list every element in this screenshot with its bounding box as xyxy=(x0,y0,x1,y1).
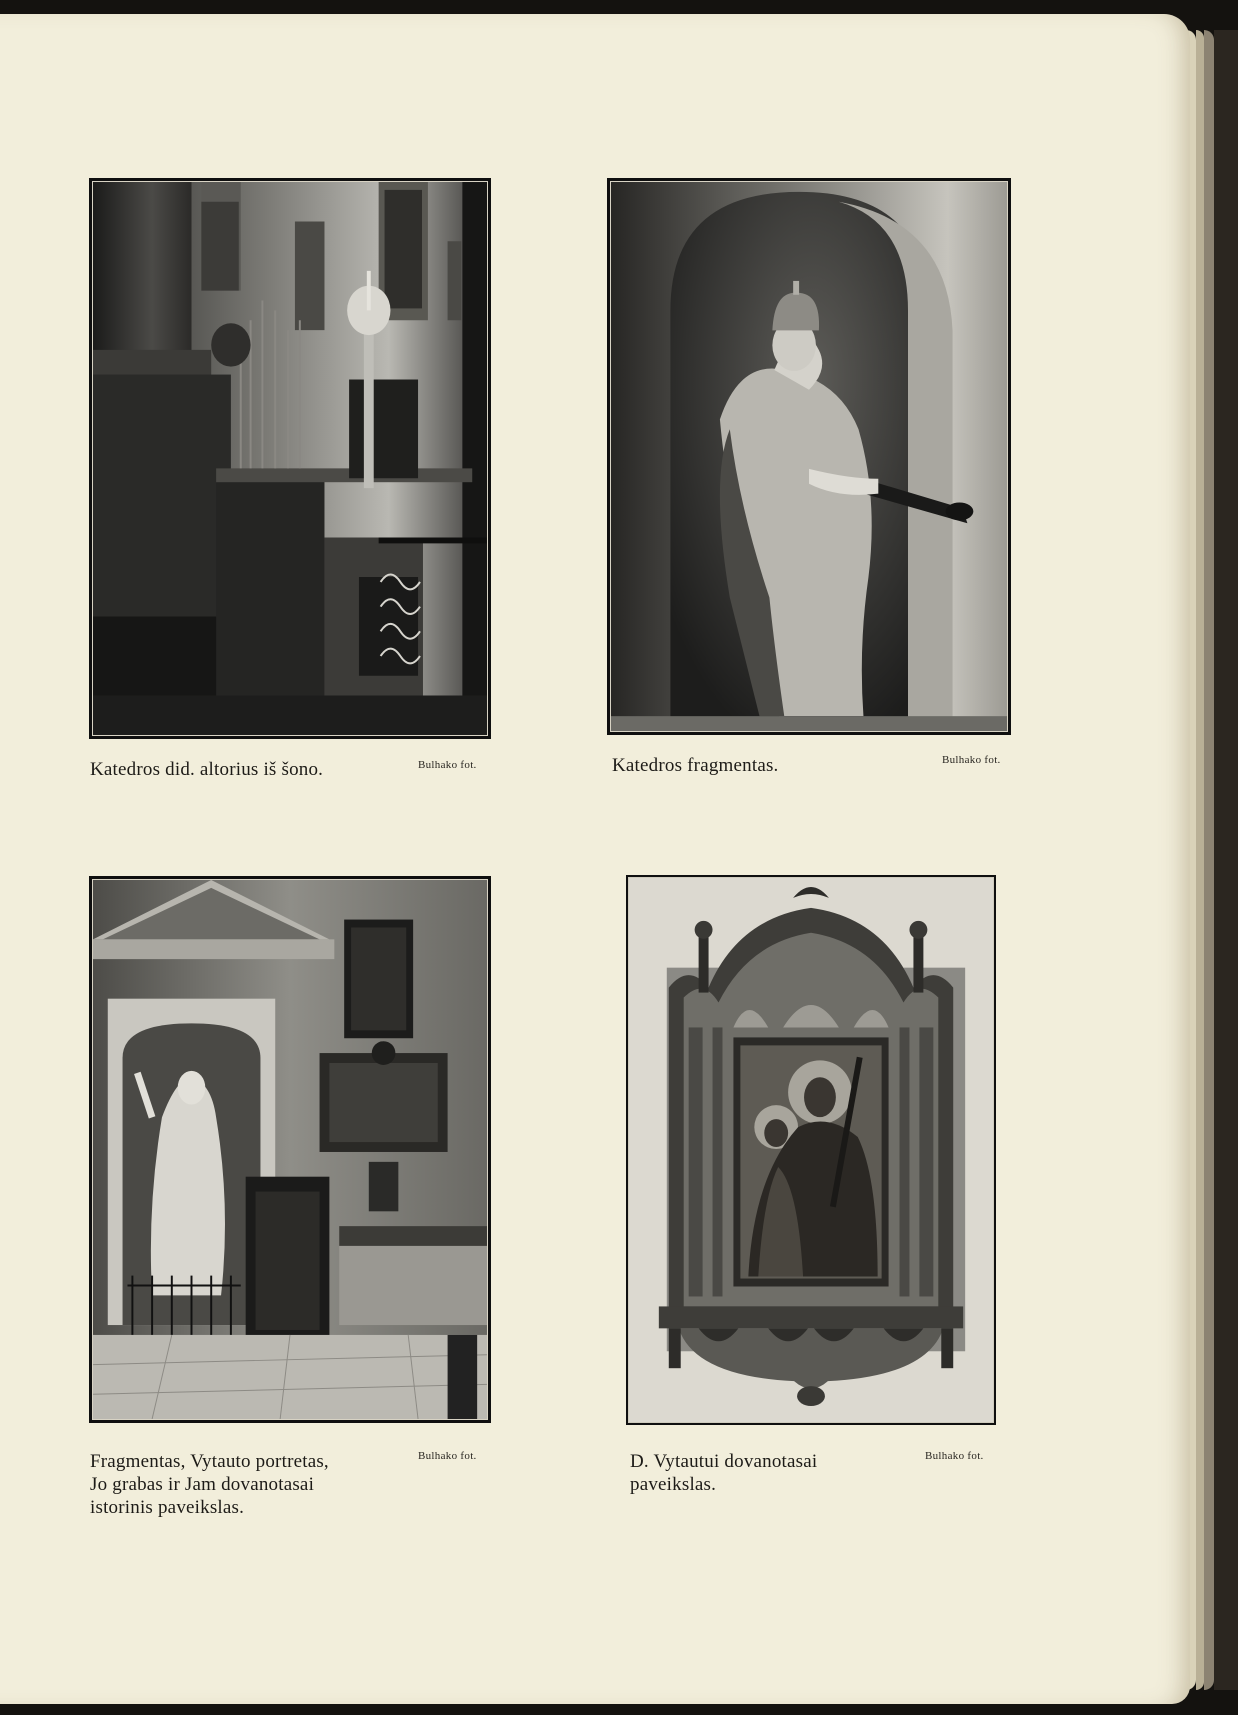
caption-line: D. Vytautui dovanotasai xyxy=(630,1451,818,1472)
photo-cathedral-fragment xyxy=(89,876,491,1423)
photo-credit: Bulhako fot. xyxy=(418,1450,477,1462)
altar-photo-image xyxy=(93,182,487,735)
caption-line: paveikslas. xyxy=(630,1474,717,1495)
photo-altar-side xyxy=(89,178,491,739)
caption-cathedral-fragment xyxy=(90,1450,390,1519)
caption-line: Jo grabas ir Jam dovanotasai xyxy=(90,1474,315,1495)
caption-line: Fragmentas, Vytauto portretas, xyxy=(90,1451,329,1472)
page-edge-stack xyxy=(1196,30,1204,1690)
caption-statue-niche: Katedros fragmentas. xyxy=(612,755,779,776)
photo-credit: Bulhako fot. xyxy=(942,754,1001,766)
book-page xyxy=(0,14,1190,1704)
page-edge-stack xyxy=(1204,30,1214,1690)
photo-credit: Bulhako fot. xyxy=(925,1450,984,1462)
fragment-photo-image xyxy=(93,880,487,1419)
photo-madonna-icon xyxy=(626,875,996,1425)
caption-madonna-icon xyxy=(630,1450,817,1496)
madonna-photo-image xyxy=(629,878,993,1422)
statue-photo-image xyxy=(611,182,1007,731)
caption-line: istorinis paveikslas. xyxy=(90,1497,245,1518)
photo-credit: Bulhako fot. xyxy=(418,759,477,771)
photo-statue-niche xyxy=(607,178,1011,735)
book-cover-edge xyxy=(1214,30,1238,1690)
caption-altar-side: Katedros did. altorius iš šono. xyxy=(90,759,324,780)
